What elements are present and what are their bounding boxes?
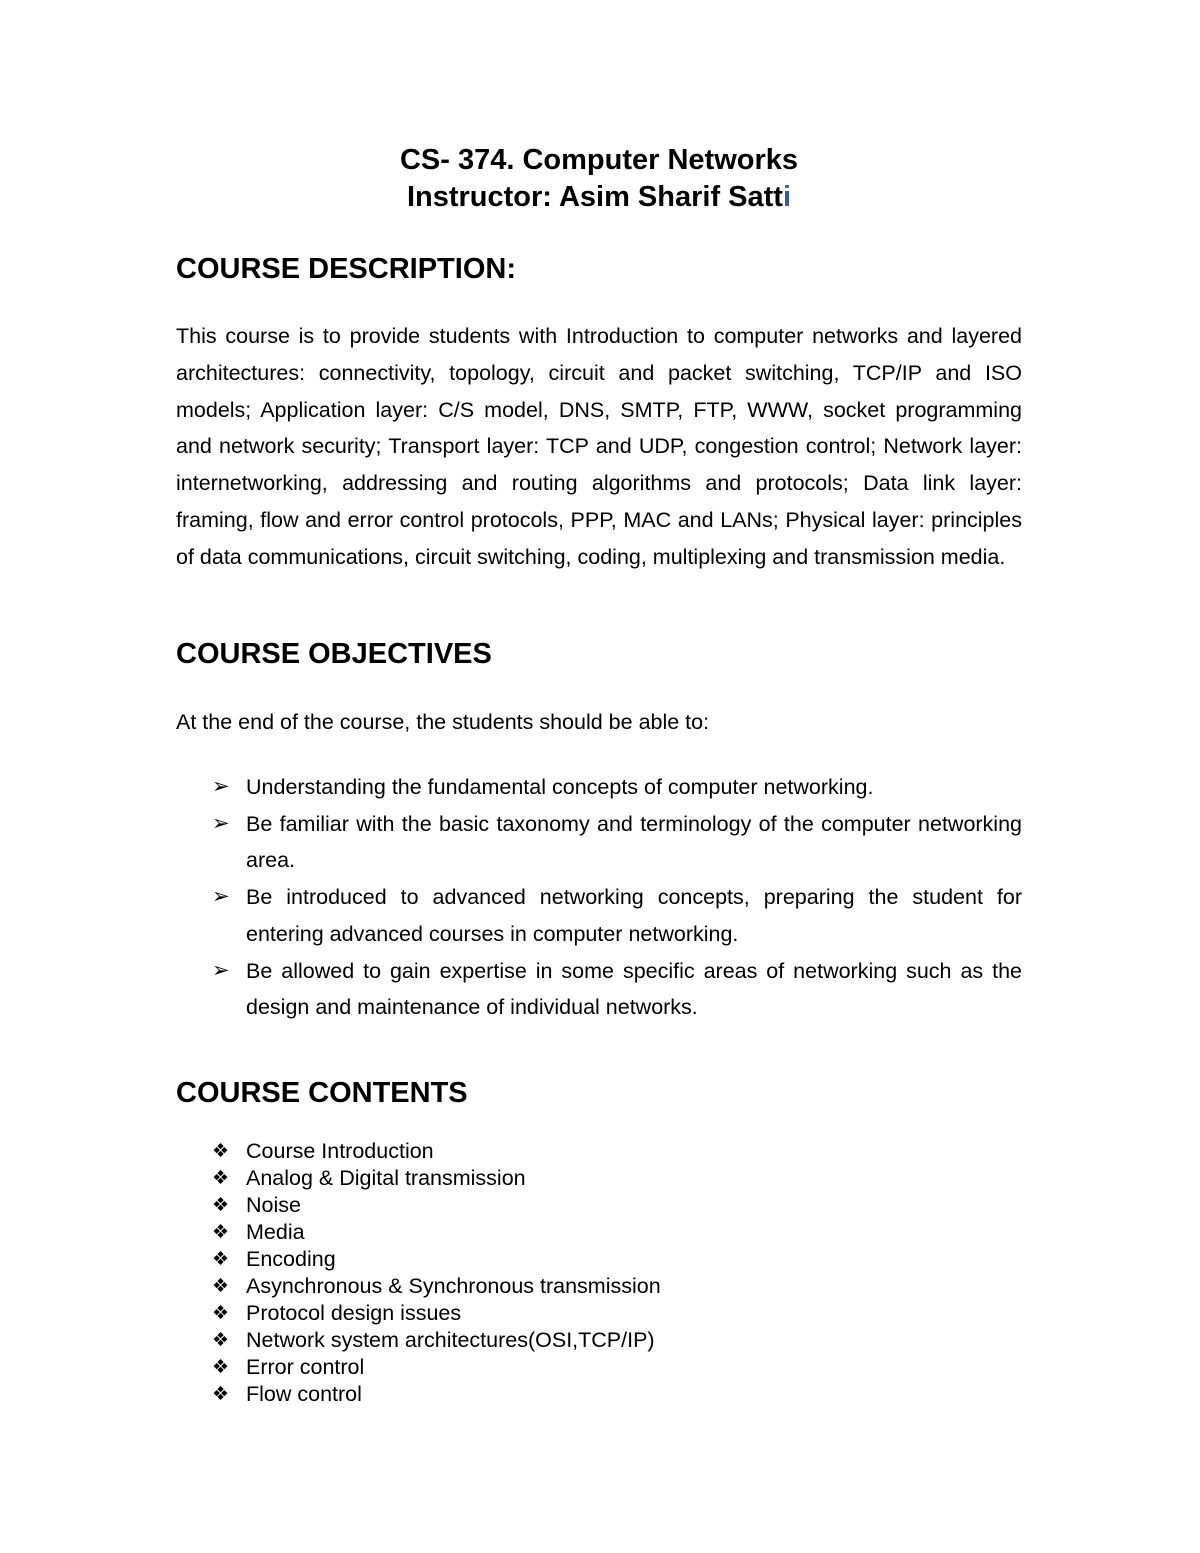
objective-item <box>212 806 1022 879</box>
objective-text: Be familiar with the basic taxonomy and terminology of the computer networking area. <box>246 811 1022 873</box>
content-item <box>212 1273 661 1300</box>
objective-item <box>212 879 1022 952</box>
content-text: Media <box>246 1220 305 1244</box>
objectives-intro: At the end of the course, the students should be able to: <box>176 710 710 734</box>
course-contents-heading: COURSE CONTENTS <box>176 1077 468 1109</box>
diamond-bullet-icon: ❖ <box>212 1141 230 1162</box>
objective-text: Understanding the fundamental concepts of computer networking. <box>246 775 874 799</box>
content-text: Analog & Digital transmission <box>246 1166 526 1190</box>
content-text: Network system architectures(OSI,TCP/IP) <box>246 1328 655 1352</box>
course-objectives-heading: COURSE OBJECTIVES <box>176 638 492 670</box>
content-text: Flow control <box>246 1382 362 1406</box>
course-title: CS- 374. Computer Networks <box>399 144 799 176</box>
content-text: Error control <box>246 1355 365 1379</box>
instructor-name-accent-char: i <box>782 181 792 213</box>
content-item <box>212 1327 661 1354</box>
diamond-bullet-icon: ❖ <box>212 1357 230 1378</box>
arrow-bullet-icon: ➢ <box>212 775 230 798</box>
content-text: Encoding <box>246 1247 336 1271</box>
course-description-text: This course is to provide students with Introduction to computer networks and layered architectures: connectivity, topology, circuit and packet switching, TCP/IP and ISO models; Application layer: C/S model, DNS, SMTP, FTP, WWW, socket programming and network security; Transport layer: TCP and UDP, congestion control; Network layer: internetworking, addressing and routing algorithms and protocols; Data link layer: framing, flow and error control protocols, PPP, MAC and LANs; Physical layer: principles of data communications, circuit switching, coding, multiplexing and transmission media. <box>176 324 1022 569</box>
objective-text: Be introduced to advanced networking concepts, preparing the student for entering advanced courses in computer networking. <box>246 885 1022 946</box>
content-item <box>212 1300 661 1327</box>
arrow-bullet-icon: ➢ <box>212 885 230 909</box>
diamond-bullet-icon: ❖ <box>212 1222 230 1243</box>
diamond-bullet-icon: ❖ <box>212 1249 230 1270</box>
diamond-bullet-icon: ❖ <box>212 1330 230 1351</box>
diamond-bullet-icon: ❖ <box>212 1276 230 1297</box>
content-text: Protocol design issues <box>246 1301 462 1325</box>
objective-item <box>212 769 1022 806</box>
course-description-heading: COURSE DESCRIPTION: <box>176 253 516 285</box>
arrow-bullet-icon: ➢ <box>212 958 230 982</box>
instructor-name: Instructor: Asim Sharif Satt <box>406 181 783 213</box>
diamond-bullet-icon: ❖ <box>212 1168 230 1189</box>
content-text: Noise <box>246 1193 301 1217</box>
objective-item <box>212 953 1022 1026</box>
arrow-bullet-icon: ➢ <box>212 811 230 835</box>
content-text: Asynchronous & Synchronous transmission <box>246 1274 661 1298</box>
diamond-bullet-icon: ❖ <box>212 1195 230 1216</box>
diamond-bullet-icon: ❖ <box>212 1384 230 1405</box>
objectives-list <box>212 769 1022 1026</box>
content-item <box>212 1381 661 1408</box>
content-text: Course Introduction <box>246 1139 434 1163</box>
contents-list <box>212 1138 661 1408</box>
content-item <box>212 1138 661 1165</box>
instructor-line <box>176 179 1022 215</box>
content-item <box>212 1354 661 1381</box>
content-item <box>212 1165 661 1192</box>
diamond-bullet-icon: ❖ <box>212 1303 230 1324</box>
content-item <box>212 1192 661 1219</box>
objective-text: Be allowed to gain expertise in some specific areas of networking such as the design and maintenance of individual networks. <box>246 958 1022 1020</box>
content-item <box>212 1246 661 1273</box>
content-item <box>212 1219 661 1246</box>
